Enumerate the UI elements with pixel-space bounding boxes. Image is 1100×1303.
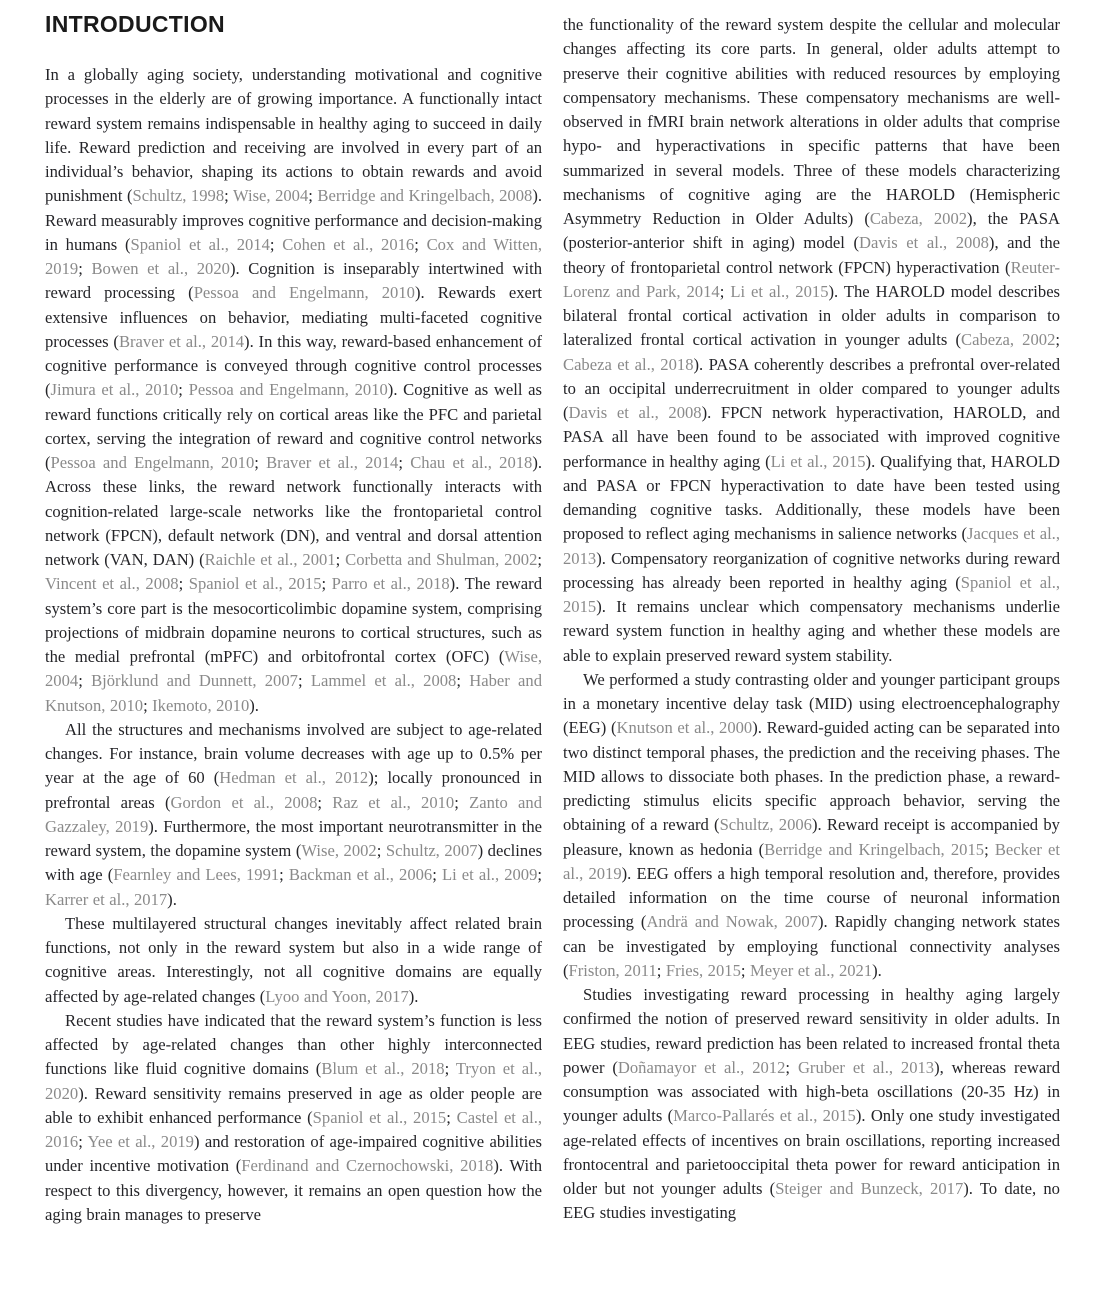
citation-link[interactable]: Björklund and Dunnett, 2007	[91, 671, 298, 691]
body-text: ;	[537, 550, 542, 569]
body-text: ).	[408, 986, 419, 1006]
body-text: ), and the theory of frontoparietal control network (FPCN) hyperactivation (	[563, 233, 1060, 277]
citation-link[interactable]: Lyoo and Yoon, 2017	[265, 986, 409, 1006]
body-text: ;	[656, 960, 666, 980]
citation-link[interactable]: Knutson et al., 2000	[616, 718, 753, 738]
body-text: ;	[224, 186, 233, 206]
body-text: ;	[537, 865, 543, 885]
citation-link[interactable]: Backman et al., 2006	[288, 865, 433, 885]
citation-link[interactable]: Tryon et al., 2020	[45, 1059, 542, 1103]
body-text: ). Reward-guided acting can be separated into two distinct temporal phases, the prediction and the receiving phases. The MID allows to dissociate both phases. In the prediction phase, a reward-predicting stimulus elicits specific approach behavior, serving the obtaining of a reward (	[563, 718, 1060, 835]
body-text: ). In this way, reward-based enhancement of cognitive performance is conveyed through cognitive control processes (	[45, 331, 542, 400]
citation-link[interactable]: Wise, 2004	[232, 186, 309, 206]
body-text: ;	[254, 453, 267, 472]
body-text: ). Compensatory reorganization of cognitive networks during reward processing has already been reported in healthy aging (	[563, 548, 1060, 592]
body-text: ).	[167, 889, 177, 909]
body-text: All the structures and mechanisms involved are subject to age-related changes. For instance, brain volume decreases with age up to 0.5% per year at the age of 60 (	[45, 719, 542, 788]
body-text: ). Rapidly changing network states can be investigated by employing functional connectivity analyses (	[563, 912, 1060, 980]
body-text: ), whereas reward consumption was associated with high-beta oscillations (20-35 Hz) in younger adults (	[563, 1057, 1061, 1126]
body-text: These multilayered structural changes inevitably affect related brain functions, not only in the reward system but also in a wide range of cognitive areas. Interestingly, not all cognitive domains are equally affected by age-related changes (	[45, 913, 542, 1006]
citation-link[interactable]: Spaniol et al., 2014	[130, 234, 270, 254]
body-text: ;	[456, 671, 470, 691]
column-right-text	[563, 13, 1060, 1226]
citation-link[interactable]: Marco-Pallarés et al., 2015	[673, 1106, 856, 1126]
body-text: ;	[398, 453, 411, 472]
body-text: ). PASA coherently describes a prefrontal over-related to an occipital underrecruitment in older compared to younger adults (	[563, 354, 1060, 422]
citation-link[interactable]: Pessoa and Engelmann, 2010	[50, 453, 255, 472]
citation-link[interactable]: Braver et al., 2014	[118, 331, 245, 351]
citation-link[interactable]: Ikemoto, 2010	[152, 695, 250, 715]
citation-link[interactable]: Gruber et al., 2013	[797, 1057, 935, 1077]
citation-link[interactable]: Bowen et al., 2020	[91, 259, 230, 278]
citation-link[interactable]: Schultz, 2006	[719, 815, 812, 835]
citation-link[interactable]: Meyer et al., 2021	[749, 960, 873, 980]
body-text: ;	[78, 1132, 88, 1151]
body-text: Studies investigating reward processing in healthy aging largely confirmed the notion of preserved reward sensitivity in older adults. In EEG studies, reward prediction has been related to increased frontal theta power (	[563, 985, 1060, 1077]
body-text: ). Reward measurably improves cognitive performance and decision-making in humans (	[45, 186, 543, 254]
citation-link[interactable]: Chau et al., 2018	[410, 453, 533, 472]
citation-link[interactable]: Andrä and Nowak, 2007	[646, 912, 818, 932]
body-text: ).	[249, 695, 259, 715]
citation-link[interactable]: Jimura et al., 2010	[50, 380, 179, 400]
body-text: ;	[432, 865, 442, 885]
citation-link[interactable]: Cabeza, 2002	[869, 209, 968, 228]
citation-link[interactable]: Spaniol et al., 2015	[188, 574, 322, 594]
citation-link[interactable]: Parro et al., 2018	[331, 574, 450, 594]
body-text: ). Furthermore, the most important neurotransmitter in the reward system, the dopamine system (	[45, 816, 542, 860]
citation-link[interactable]: Raz et al., 2010	[332, 792, 455, 812]
paragraph	[563, 983, 1060, 1226]
body-text: ). Only one study investigated age-related effects of incentives on brain oscillations, reporting increased frontocentral and parietooccipital theta power for reward anticipation in older but not younger adults (	[563, 1106, 1060, 1198]
citation-link[interactable]: Lammel et al., 2008	[310, 671, 457, 691]
citation-link[interactable]: Spaniol et al., 2015	[312, 1107, 447, 1127]
citation-link[interactable]: Braver et al., 2014	[266, 453, 399, 472]
citation-link[interactable]: Zanto and Gazzaley, 2019	[45, 792, 542, 836]
body-text: In a globally aging society, understanding motivational and cognitive processes in the elderly are of growing importance. A functionally intact reward system remains indispensable in healthy aging to succeed in daily life. Reward prediction and receiving are involved in every part of an individual’s behavior, shaping its actions to obtain rewards and avoid punishment (	[45, 65, 542, 206]
citation-link[interactable]: Davis et al., 2008	[859, 233, 989, 253]
body-text: ;	[984, 839, 995, 859]
citation-link[interactable]: Wise, 2004	[45, 647, 542, 691]
paragraph	[45, 63, 542, 718]
citation-link[interactable]: Castel et al., 2016	[45, 1107, 542, 1151]
citation-link[interactable]: Ferdinand and Czernochowski, 2018	[241, 1156, 494, 1176]
body-text: ;	[719, 281, 731, 301]
body-text: ;	[178, 574, 189, 594]
citation-link[interactable]: Li et al., 2015	[770, 451, 866, 471]
body-text: ). Rewards exert extensive influences on behavior, mediating multi-faceted cognitive processes (	[45, 283, 542, 351]
body-text: ). Cognitive as well as reward functions critically rely on cortical areas like the PFC and parietal cortex, serving the integration of reward and cognitive control networks (	[45, 380, 542, 472]
column-left-text	[45, 63, 542, 1227]
citation-link[interactable]: Schultz, 1998	[132, 186, 225, 206]
citation-link[interactable]: Cabeza, 2002	[961, 330, 1056, 350]
body-text: ). To date, no EEG studies investigating	[563, 1179, 1060, 1223]
body-text: ;	[740, 960, 750, 980]
paragraph	[563, 13, 1060, 668]
citation-link[interactable]: Cox and Witten, 2019	[45, 234, 543, 278]
body-text: ;	[454, 792, 470, 812]
citation-link[interactable]: Doñamayor et al., 2012	[617, 1057, 786, 1077]
paragraph	[45, 1009, 542, 1227]
body-text: ). Across these links, the reward network functionally interacts with cognition-related large-scale networks like the frontoparietal control network (FPCN), default network (DN), and ventral and dorsal attention network (VAN, DAN) (	[45, 453, 543, 569]
body-text: ;	[78, 259, 92, 278]
body-text: ;	[785, 1057, 798, 1077]
citation-link[interactable]: Karrer et al., 2017	[45, 889, 168, 909]
body-text: ;	[269, 234, 283, 254]
body-text: We performed a study contrasting older and younger participant groups in a monetary incentive delay task (MID) using electroencephalography (EEG) (	[563, 669, 1060, 738]
citation-link[interactable]: Fries, 2015	[665, 960, 741, 980]
body-text: ). The reward system’s core part is the mesocorticolimbic dopamine system, comprising projections of midbrain dopamine neurons to cortical structures, such as the medial prefrontal (mPFC) and orbitofrontal cortex (OFC) (	[45, 574, 542, 666]
column-left	[45, 8, 542, 1303]
body-text: ;	[297, 671, 311, 691]
body-text: ).	[872, 960, 882, 980]
body-text: ), the PASA (posterior-anterior shift in aging) model (	[563, 209, 1060, 253]
body-text: ). Cognition is inseparably intertwined with reward processing (	[45, 259, 543, 303]
citation-link[interactable]: Vincent et al., 2008	[45, 574, 179, 594]
body-text: ) declines with age (	[45, 841, 543, 885]
body-text: ). With respect to this divergency, however, it remains an open question how the aging brain manages to preserve	[45, 1156, 543, 1224]
citation-link[interactable]: Jacques et al., 2013	[563, 524, 1060, 568]
citation-link[interactable]: Becker et al., 2019	[563, 839, 1060, 883]
paragraph	[45, 912, 542, 1009]
citation-link[interactable]: Pessoa and Engelmann, 2010	[193, 283, 415, 303]
body-text: ). EEG offers a high temporal resolution and, therefore, provides detailed information on the time course of neuronal information processing (	[563, 863, 1060, 932]
citation-link[interactable]: Yee et al., 2019	[87, 1132, 194, 1151]
body-text: ;	[78, 671, 92, 691]
body-text: ;	[279, 865, 289, 885]
citation-link[interactable]: Hedman et al., 2012	[219, 768, 369, 788]
citation-link[interactable]: Berridge and Kringelbach, 2008	[317, 186, 533, 206]
body-text: ;	[414, 234, 427, 254]
section-heading: INTRODUCTION	[45, 11, 225, 37]
body-text: ). Reward sensitivity remains preserved in age as older people are able to exhibit enhanced performance (	[45, 1083, 542, 1127]
citation-link[interactable]: Gordon et al., 2008	[170, 792, 318, 812]
paragraph	[563, 668, 1060, 983]
citation-link[interactable]: Friston, 2011	[568, 960, 657, 980]
body-text: ;	[1055, 330, 1060, 350]
body-text: Recent studies have indicated that the reward system’s function is less affected by age-related changes than other highly interconnected functions like fluid cognitive domains (	[45, 1010, 542, 1079]
body-text: ;	[143, 695, 153, 715]
citation-link[interactable]: Blum et al., 2018	[321, 1059, 445, 1079]
body-text: ). Reward receipt is accompanied by pleasure, known as hedonia (	[563, 815, 1060, 859]
citation-link[interactable]: Davis et al., 2008	[568, 403, 702, 422]
citation-link[interactable]: Corbetta and Shulman, 2002	[345, 550, 538, 569]
citation-link[interactable]: Li et al., 2009	[441, 865, 538, 885]
body-text: ;	[444, 1059, 456, 1079]
body-text: ;	[335, 550, 346, 569]
citation-link[interactable]: Wise, 2002	[301, 841, 377, 860]
citation-link[interactable]: Haber and Knutson, 2010	[45, 671, 543, 715]
citation-link[interactable]: Fearnley and Lees, 1991	[113, 865, 280, 885]
citation-link[interactable]: Raichle et al., 2001	[204, 550, 336, 569]
citation-link[interactable]: Reuter-Lorenz and Park, 2014	[563, 257, 1060, 301]
body-text: ;	[446, 1107, 457, 1127]
citation-link[interactable]: Spaniol et al., 2015	[563, 572, 1060, 616]
body-text: ); locally pronounced in prefrontal areas (	[45, 768, 543, 812]
body-text: ). It remains unclear which compensatory mechanisms underlie reward system function in healthy aging and whether these models are able to explain preserved reward system stability.	[563, 597, 1060, 665]
column-right	[563, 8, 1060, 1303]
body-text: the functionality of the reward system despite the cellular and molecular changes affecting its core parts. In general, older adults attempt to preserve their cognitive abilities with reduced resources by employing compensatory mechanisms. These compensatory mechanisms are well-observed in fMRI brain network alterations in older adults that comprise hypo- and hyperactivations in specific patterns that have been summarized in several models. Three of these models characterizing mechanisms of cognitive aging are the HAROLD (Hemispheric Asymmetry Reduction in Older Adults) (	[563, 15, 1060, 228]
citation-link[interactable]: Cabeza et al., 2018	[563, 354, 694, 374]
citation-link[interactable]: Steiger and Bunzeck, 2017	[775, 1179, 964, 1198]
citation-link[interactable]: Li et al., 2015	[730, 281, 829, 301]
citation-link[interactable]: Schultz, 2007	[385, 841, 478, 860]
body-text: ;	[178, 380, 189, 400]
citation-link[interactable]: Cohen et al., 2016	[282, 234, 415, 254]
body-text: ;	[321, 574, 332, 594]
body-text: ). FPCN network hyperactivation, HAROLD, and PASA all have been found to be associated with improved cognitive performance in healthy aging (	[563, 403, 1060, 471]
body-text: ) and restoration of age-impaired cognitive abilities under incentive motivation (	[45, 1132, 543, 1176]
body-text: ). Qualifying that, HAROLD and PASA or FPCN hyperactivation to date have been tested using demanding cognitive tasks. Additionally, these models have been proposed to reflect aging mechanisms in salience networks (	[563, 451, 1061, 544]
body-text: ;	[317, 792, 333, 812]
citation-link[interactable]: Berridge and Kringelbach, 2015	[764, 839, 985, 859]
citation-link[interactable]: Pessoa and Engelmann, 2010	[188, 380, 388, 400]
paragraph	[45, 718, 542, 912]
body-text: ). The HAROLD model describes bilateral frontal cortical activation in older adults in comparison to lateralized frontal cortical activation in younger adults (	[563, 281, 1061, 350]
body-text: ;	[308, 186, 318, 206]
body-text: ;	[376, 841, 386, 860]
